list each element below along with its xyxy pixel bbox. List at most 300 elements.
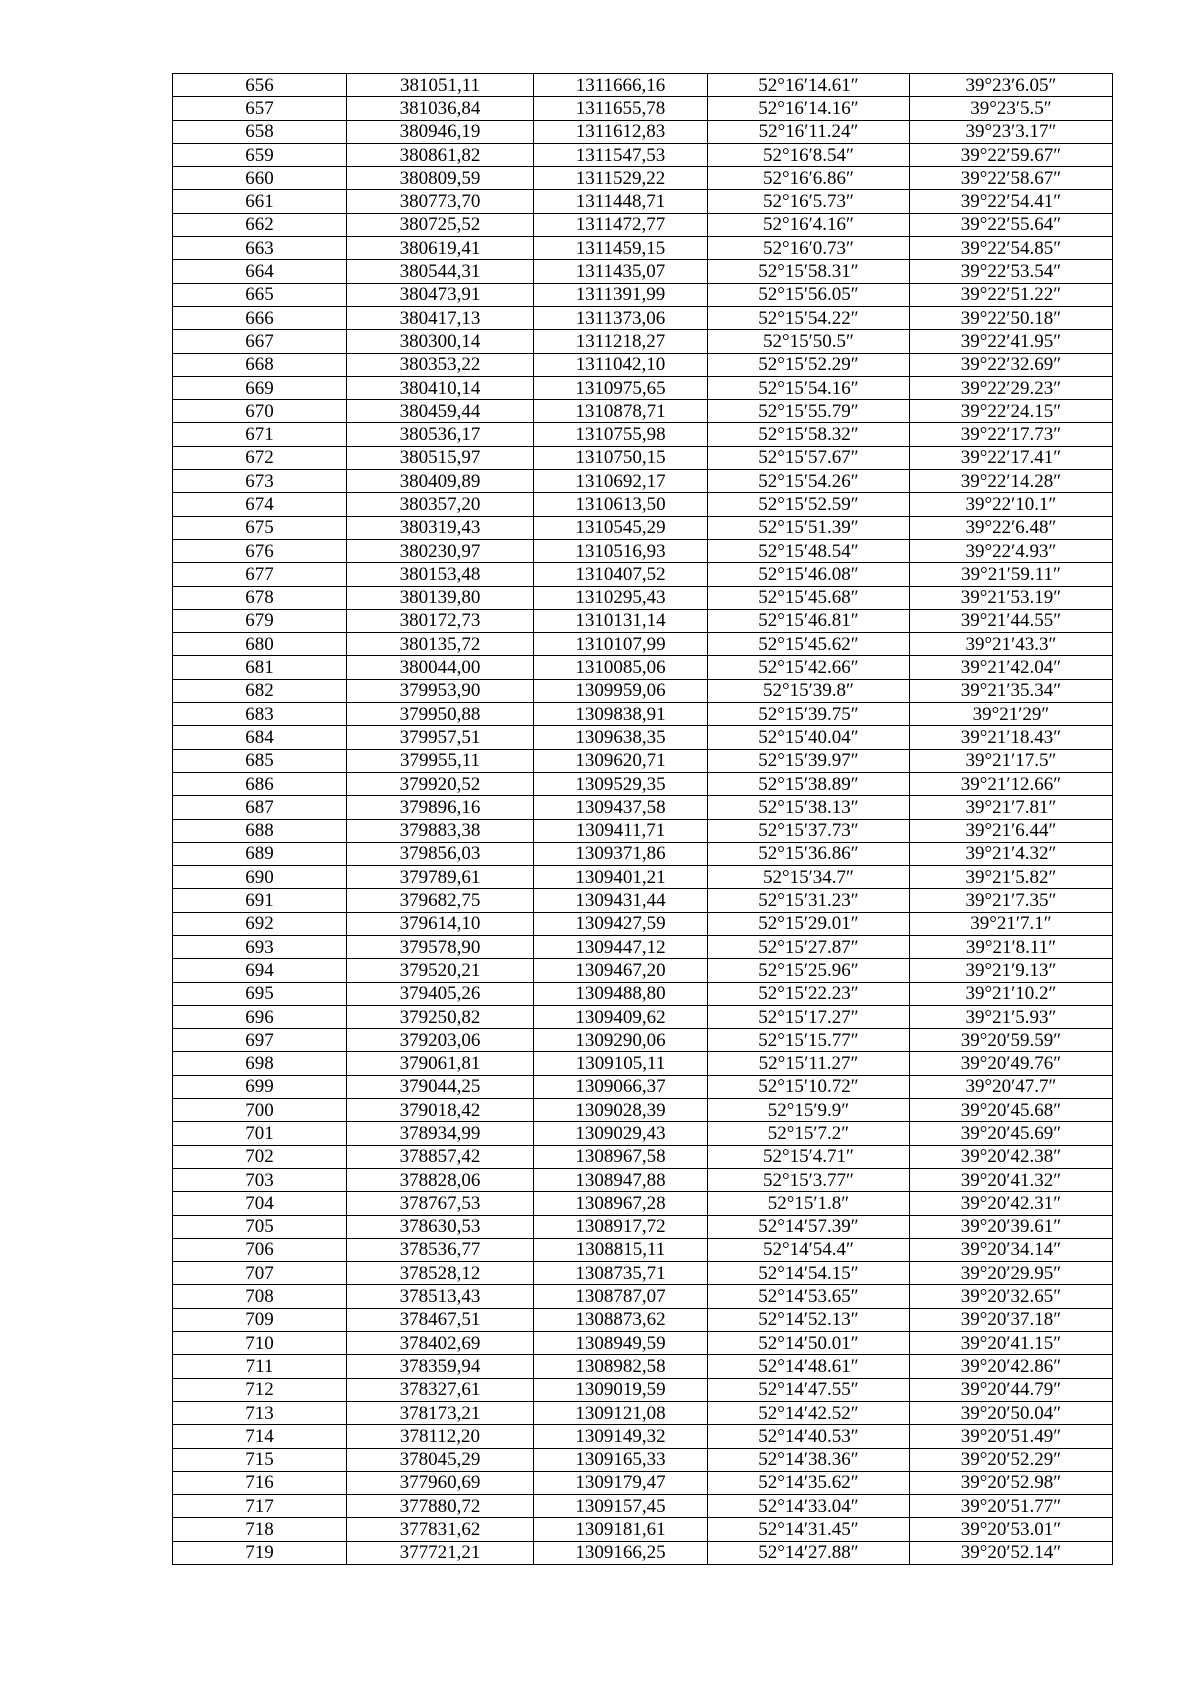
y-coordinate-cell: 1310295,43	[534, 586, 708, 609]
longitude-cell: 39°22′53.54″	[910, 260, 1113, 283]
x-coordinate-cell: 379250,82	[347, 1005, 534, 1028]
longitude-cell: 39°22′50.18″	[910, 306, 1113, 329]
point-number-cell: 671	[173, 423, 347, 446]
longitude-cell: 39°20′50.04″	[910, 1401, 1113, 1424]
point-number-cell: 672	[173, 446, 347, 469]
latitude-cell: 52°16′0.73″	[708, 237, 910, 260]
point-number-cell: 692	[173, 912, 347, 935]
x-coordinate-cell: 377880,72	[347, 1495, 534, 1518]
x-coordinate-cell: 378536,77	[347, 1238, 534, 1261]
latitude-cell: 52°15′54.22″	[708, 306, 910, 329]
longitude-cell: 39°21′12.66″	[910, 772, 1113, 795]
table-row	[173, 306, 1113, 329]
point-number-cell: 676	[173, 539, 347, 562]
y-coordinate-cell: 1310516,93	[534, 539, 708, 562]
table-row	[173, 1145, 1113, 1168]
latitude-cell: 52°16′5.73″	[708, 190, 910, 213]
longitude-cell: 39°22′54.85″	[910, 237, 1113, 260]
latitude-cell: 52°15′4.71″	[708, 1145, 910, 1168]
point-number-cell: 705	[173, 1215, 347, 1238]
x-coordinate-cell: 380044,00	[347, 656, 534, 679]
x-coordinate-cell: 378402,69	[347, 1332, 534, 1355]
x-coordinate-cell: 379614,10	[347, 912, 534, 935]
x-coordinate-cell: 379520,21	[347, 959, 534, 982]
y-coordinate-cell: 1308967,28	[534, 1192, 708, 1215]
latitude-cell: 52°15′29.01″	[708, 912, 910, 935]
table-row	[173, 190, 1113, 213]
table-row	[173, 120, 1113, 143]
longitude-cell: 39°20′42.86″	[910, 1355, 1113, 1378]
table-row	[173, 237, 1113, 260]
y-coordinate-cell: 1310085,06	[534, 656, 708, 679]
point-number-cell: 685	[173, 749, 347, 772]
y-coordinate-cell: 1310975,65	[534, 376, 708, 399]
point-number-cell: 667	[173, 330, 347, 353]
y-coordinate-cell: 1309427,59	[534, 912, 708, 935]
latitude-cell: 52°14′38.36″	[708, 1448, 910, 1471]
y-coordinate-cell: 1308949,59	[534, 1332, 708, 1355]
y-coordinate-cell: 1309157,45	[534, 1495, 708, 1518]
x-coordinate-cell: 380544,31	[347, 260, 534, 283]
table-row	[173, 1518, 1113, 1541]
latitude-cell: 52°16′14.61″	[708, 74, 910, 97]
longitude-cell: 39°20′41.32″	[910, 1168, 1113, 1191]
latitude-cell: 52°16′4.16″	[708, 213, 910, 236]
y-coordinate-cell: 1309838,91	[534, 703, 708, 726]
latitude-cell: 52°15′15.77″	[708, 1029, 910, 1052]
x-coordinate-cell: 381036,84	[347, 97, 534, 120]
y-coordinate-cell: 1309181,61	[534, 1518, 708, 1541]
point-number-cell: 712	[173, 1378, 347, 1401]
point-number-cell: 679	[173, 609, 347, 632]
latitude-cell: 52°14′52.13″	[708, 1308, 910, 1331]
y-coordinate-cell: 1311373,06	[534, 306, 708, 329]
x-coordinate-cell: 379920,52	[347, 772, 534, 795]
table-row	[173, 1471, 1113, 1494]
latitude-cell: 52°14′40.53″	[708, 1425, 910, 1448]
coordinates-table	[172, 73, 1113, 1565]
x-coordinate-cell: 378528,12	[347, 1262, 534, 1285]
latitude-cell: 52°15′37.73″	[708, 819, 910, 842]
x-coordinate-cell: 379018,42	[347, 1099, 534, 1122]
point-number-cell: 687	[173, 796, 347, 819]
latitude-cell: 52°15′57.67″	[708, 446, 910, 469]
x-coordinate-cell: 379044,25	[347, 1075, 534, 1098]
y-coordinate-cell: 1311218,27	[534, 330, 708, 353]
latitude-cell: 52°15′52.29″	[708, 353, 910, 376]
longitude-cell: 39°20′52.14″	[910, 1541, 1113, 1564]
table-row	[173, 516, 1113, 539]
longitude-cell: 39°20′51.77″	[910, 1495, 1113, 1518]
latitude-cell: 52°14′54.15″	[708, 1262, 910, 1285]
y-coordinate-cell: 1309437,58	[534, 796, 708, 819]
x-coordinate-cell: 380619,41	[347, 237, 534, 260]
point-number-cell: 684	[173, 726, 347, 749]
table-row	[173, 493, 1113, 516]
point-number-cell: 715	[173, 1448, 347, 1471]
x-coordinate-cell: 378513,43	[347, 1285, 534, 1308]
y-coordinate-cell: 1309105,11	[534, 1052, 708, 1075]
table-row	[173, 353, 1113, 376]
latitude-cell: 52°15′39.75″	[708, 703, 910, 726]
table-row	[173, 959, 1113, 982]
y-coordinate-cell: 1308967,58	[534, 1145, 708, 1168]
point-number-cell: 706	[173, 1238, 347, 1261]
point-number-cell: 674	[173, 493, 347, 516]
longitude-cell: 39°22′17.41″	[910, 446, 1113, 469]
latitude-cell: 52°16′6.86″	[708, 167, 910, 190]
point-number-cell: 657	[173, 97, 347, 120]
longitude-cell: 39°22′41.95″	[910, 330, 1113, 353]
longitude-cell: 39°23′6.05″	[910, 74, 1113, 97]
y-coordinate-cell: 1311547,53	[534, 143, 708, 166]
table-row	[173, 866, 1113, 889]
table-row	[173, 749, 1113, 772]
x-coordinate-cell: 379883,38	[347, 819, 534, 842]
y-coordinate-cell: 1311448,71	[534, 190, 708, 213]
latitude-cell: 52°15′17.27″	[708, 1005, 910, 1028]
point-number-cell: 663	[173, 237, 347, 260]
point-number-cell: 668	[173, 353, 347, 376]
table-row	[173, 1425, 1113, 1448]
point-number-cell: 673	[173, 470, 347, 493]
latitude-cell: 52°14′54.4″	[708, 1238, 910, 1261]
latitude-cell: 52°15′46.08″	[708, 563, 910, 586]
latitude-cell: 52°14′57.39″	[708, 1215, 910, 1238]
x-coordinate-cell: 378467,51	[347, 1308, 534, 1331]
table-row	[173, 1099, 1113, 1122]
point-number-cell: 659	[173, 143, 347, 166]
table-row	[173, 679, 1113, 702]
latitude-cell: 52°15′55.79″	[708, 400, 910, 423]
point-number-cell: 698	[173, 1052, 347, 1075]
table-row	[173, 470, 1113, 493]
latitude-cell: 52°16′8.54″	[708, 143, 910, 166]
latitude-cell: 52°15′31.23″	[708, 889, 910, 912]
longitude-cell: 39°22′55.64″	[910, 213, 1113, 236]
longitude-cell: 39°21′4.32″	[910, 842, 1113, 865]
point-number-cell: 699	[173, 1075, 347, 1098]
latitude-cell: 52°15′11.27″	[708, 1052, 910, 1075]
point-number-cell: 682	[173, 679, 347, 702]
longitude-cell: 39°21′17.5″	[910, 749, 1113, 772]
table-row	[173, 1401, 1113, 1424]
x-coordinate-cell: 380473,91	[347, 283, 534, 306]
latitude-cell: 52°15′27.87″	[708, 935, 910, 958]
latitude-cell: 52°15′40.04″	[708, 726, 910, 749]
y-coordinate-cell: 1309066,37	[534, 1075, 708, 1098]
x-coordinate-cell: 380773,70	[347, 190, 534, 213]
point-number-cell: 696	[173, 1005, 347, 1028]
table-row	[173, 400, 1113, 423]
latitude-cell: 52°14′47.55″	[708, 1378, 910, 1401]
latitude-cell: 52°14′33.04″	[708, 1495, 910, 1518]
y-coordinate-cell: 1309431,44	[534, 889, 708, 912]
x-coordinate-cell: 379405,26	[347, 982, 534, 1005]
y-coordinate-cell: 1309638,35	[534, 726, 708, 749]
point-number-cell: 686	[173, 772, 347, 795]
y-coordinate-cell: 1309121,08	[534, 1401, 708, 1424]
x-coordinate-cell: 380861,82	[347, 143, 534, 166]
longitude-cell: 39°22′29.23″	[910, 376, 1113, 399]
point-number-cell: 658	[173, 120, 347, 143]
longitude-cell: 39°20′39.61″	[910, 1215, 1113, 1238]
y-coordinate-cell: 1308787,07	[534, 1285, 708, 1308]
point-number-cell: 656	[173, 74, 347, 97]
point-number-cell: 680	[173, 633, 347, 656]
point-number-cell: 719	[173, 1541, 347, 1564]
x-coordinate-cell: 379578,90	[347, 935, 534, 958]
y-coordinate-cell: 1311612,83	[534, 120, 708, 143]
latitude-cell: 52°15′58.32″	[708, 423, 910, 446]
table-row	[173, 819, 1113, 842]
y-coordinate-cell: 1309290,06	[534, 1029, 708, 1052]
point-number-cell: 695	[173, 982, 347, 1005]
point-number-cell: 683	[173, 703, 347, 726]
longitude-cell: 39°22′10.1″	[910, 493, 1113, 516]
point-number-cell: 666	[173, 306, 347, 329]
table-row	[173, 1355, 1113, 1378]
longitude-cell: 39°21′10.2″	[910, 982, 1113, 1005]
y-coordinate-cell: 1308735,71	[534, 1262, 708, 1285]
longitude-cell: 39°22′4.93″	[910, 539, 1113, 562]
latitude-cell: 52°15′39.97″	[708, 749, 910, 772]
longitude-cell: 39°21′9.13″	[910, 959, 1113, 982]
y-coordinate-cell: 1309447,12	[534, 935, 708, 958]
point-number-cell: 709	[173, 1308, 347, 1331]
latitude-cell: 52°15′58.31″	[708, 260, 910, 283]
y-coordinate-cell: 1309166,25	[534, 1541, 708, 1564]
latitude-cell: 52°14′50.01″	[708, 1332, 910, 1355]
x-coordinate-cell: 379953,90	[347, 679, 534, 702]
x-coordinate-cell: 380300,14	[347, 330, 534, 353]
x-coordinate-cell: 380230,97	[347, 539, 534, 562]
y-coordinate-cell: 1309149,32	[534, 1425, 708, 1448]
y-coordinate-cell: 1309019,59	[534, 1378, 708, 1401]
point-number-cell: 717	[173, 1495, 347, 1518]
y-coordinate-cell: 1309401,21	[534, 866, 708, 889]
longitude-cell: 39°20′42.38″	[910, 1145, 1113, 1168]
latitude-cell: 52°15′48.54″	[708, 539, 910, 562]
longitude-cell: 39°20′51.49″	[910, 1425, 1113, 1448]
table-row	[173, 446, 1113, 469]
table-row	[173, 703, 1113, 726]
x-coordinate-cell: 380417,13	[347, 306, 534, 329]
table-row	[173, 423, 1113, 446]
y-coordinate-cell: 1309411,71	[534, 819, 708, 842]
table-row	[173, 260, 1113, 283]
x-coordinate-cell: 380809,59	[347, 167, 534, 190]
table-row	[173, 1541, 1113, 1564]
latitude-cell: 52°15′22.23″	[708, 982, 910, 1005]
latitude-cell: 52°15′42.66″	[708, 656, 910, 679]
table-row	[173, 1285, 1113, 1308]
x-coordinate-cell: 378173,21	[347, 1401, 534, 1424]
x-coordinate-cell: 379789,61	[347, 866, 534, 889]
table-row	[173, 330, 1113, 353]
latitude-cell: 52°15′54.16″	[708, 376, 910, 399]
table-row	[173, 1448, 1113, 1471]
latitude-cell: 52°15′9.9″	[708, 1099, 910, 1122]
longitude-cell: 39°20′52.98″	[910, 1471, 1113, 1494]
x-coordinate-cell: 381051,11	[347, 74, 534, 97]
coordinates-table-body	[173, 74, 1113, 1565]
point-number-cell: 702	[173, 1145, 347, 1168]
latitude-cell: 52°15′36.86″	[708, 842, 910, 865]
y-coordinate-cell: 1310131,14	[534, 609, 708, 632]
point-number-cell: 697	[173, 1029, 347, 1052]
x-coordinate-cell: 380319,43	[347, 516, 534, 539]
latitude-cell: 52°15′51.39″	[708, 516, 910, 539]
point-number-cell: 700	[173, 1099, 347, 1122]
longitude-cell: 39°21′5.93″	[910, 1005, 1113, 1028]
latitude-cell: 52°15′54.26″	[708, 470, 910, 493]
longitude-cell: 39°21′8.11″	[910, 935, 1113, 958]
latitude-cell: 52°15′38.13″	[708, 796, 910, 819]
table-row	[173, 935, 1113, 958]
y-coordinate-cell: 1311529,22	[534, 167, 708, 190]
latitude-cell: 52°14′48.61″	[708, 1355, 910, 1378]
longitude-cell: 39°21′43.3″	[910, 633, 1113, 656]
x-coordinate-cell: 377721,21	[347, 1541, 534, 1564]
longitude-cell: 39°22′24.15″	[910, 400, 1113, 423]
longitude-cell: 39°20′32.65″	[910, 1285, 1113, 1308]
y-coordinate-cell: 1310692,17	[534, 470, 708, 493]
point-number-cell: 677	[173, 563, 347, 586]
longitude-cell: 39°20′59.59″	[910, 1029, 1113, 1052]
point-number-cell: 716	[173, 1471, 347, 1494]
longitude-cell: 39°20′53.01″	[910, 1518, 1113, 1541]
x-coordinate-cell: 377831,62	[347, 1518, 534, 1541]
table-row	[173, 539, 1113, 562]
latitude-cell: 52°15′7.2″	[708, 1122, 910, 1145]
latitude-cell: 52°15′45.68″	[708, 586, 910, 609]
point-number-cell: 664	[173, 260, 347, 283]
longitude-cell: 39°22′59.67″	[910, 143, 1113, 166]
y-coordinate-cell: 1311042,10	[534, 353, 708, 376]
point-number-cell: 693	[173, 935, 347, 958]
x-coordinate-cell: 379955,11	[347, 749, 534, 772]
y-coordinate-cell: 1311435,07	[534, 260, 708, 283]
point-number-cell: 703	[173, 1168, 347, 1191]
point-number-cell: 662	[173, 213, 347, 236]
x-coordinate-cell: 379950,88	[347, 703, 534, 726]
latitude-cell: 52°15′39.8″	[708, 679, 910, 702]
x-coordinate-cell: 380135,72	[347, 633, 534, 656]
longitude-cell: 39°21′7.81″	[910, 796, 1113, 819]
table-row	[173, 586, 1113, 609]
table-row	[173, 167, 1113, 190]
table-row	[173, 1168, 1113, 1191]
y-coordinate-cell: 1310755,98	[534, 423, 708, 446]
y-coordinate-cell: 1309029,43	[534, 1122, 708, 1145]
point-number-cell: 688	[173, 819, 347, 842]
point-number-cell: 708	[173, 1285, 347, 1308]
x-coordinate-cell: 378359,94	[347, 1355, 534, 1378]
x-coordinate-cell: 380536,17	[347, 423, 534, 446]
table-row	[173, 283, 1113, 306]
longitude-cell: 39°21′35.34″	[910, 679, 1113, 702]
y-coordinate-cell: 1309467,20	[534, 959, 708, 982]
x-coordinate-cell: 380946,19	[347, 120, 534, 143]
point-number-cell: 704	[173, 1192, 347, 1215]
x-coordinate-cell: 378630,53	[347, 1215, 534, 1238]
y-coordinate-cell: 1310750,15	[534, 446, 708, 469]
x-coordinate-cell: 379896,16	[347, 796, 534, 819]
point-number-cell: 670	[173, 400, 347, 423]
longitude-cell: 39°20′29.95″	[910, 1262, 1113, 1285]
longitude-cell: 39°20′37.18″	[910, 1308, 1113, 1331]
table-row	[173, 74, 1113, 97]
y-coordinate-cell: 1311655,78	[534, 97, 708, 120]
longitude-cell: 39°20′41.15″	[910, 1332, 1113, 1355]
table-row	[173, 912, 1113, 935]
y-coordinate-cell: 1309371,86	[534, 842, 708, 865]
x-coordinate-cell: 378767,53	[347, 1192, 534, 1215]
longitude-cell: 39°21′29″	[910, 703, 1113, 726]
latitude-cell: 52°15′10.72″	[708, 1075, 910, 1098]
longitude-cell: 39°22′54.41″	[910, 190, 1113, 213]
y-coordinate-cell: 1309959,06	[534, 679, 708, 702]
latitude-cell: 52°15′38.89″	[708, 772, 910, 795]
longitude-cell: 39°23′3.17″	[910, 120, 1113, 143]
x-coordinate-cell: 378828,06	[347, 1168, 534, 1191]
table-row	[173, 982, 1113, 1005]
point-number-cell: 694	[173, 959, 347, 982]
longitude-cell: 39°20′52.29″	[910, 1448, 1113, 1471]
table-row	[173, 633, 1113, 656]
x-coordinate-cell: 380725,52	[347, 213, 534, 236]
table-row	[173, 1378, 1113, 1401]
point-number-cell: 675	[173, 516, 347, 539]
table-row	[173, 889, 1113, 912]
longitude-cell: 39°21′7.1″	[910, 912, 1113, 935]
longitude-cell: 39°22′58.67″	[910, 167, 1113, 190]
x-coordinate-cell: 378112,20	[347, 1425, 534, 1448]
latitude-cell: 52°14′42.52″	[708, 1401, 910, 1424]
table-row	[173, 842, 1113, 865]
longitude-cell: 39°21′53.19″	[910, 586, 1113, 609]
latitude-cell: 52°15′52.59″	[708, 493, 910, 516]
longitude-cell: 39°22′17.73″	[910, 423, 1113, 446]
latitude-cell: 52°16′11.24″	[708, 120, 910, 143]
latitude-cell: 52°14′27.88″	[708, 1541, 910, 1564]
x-coordinate-cell: 379957,51	[347, 726, 534, 749]
longitude-cell: 39°20′34.14″	[910, 1238, 1113, 1261]
y-coordinate-cell: 1310545,29	[534, 516, 708, 539]
table-row	[173, 1005, 1113, 1028]
point-number-cell: 718	[173, 1518, 347, 1541]
table-row	[173, 376, 1113, 399]
y-coordinate-cell: 1311391,99	[534, 283, 708, 306]
table-row	[173, 796, 1113, 819]
latitude-cell: 52°15′3.77″	[708, 1168, 910, 1191]
x-coordinate-cell: 380459,44	[347, 400, 534, 423]
x-coordinate-cell: 378857,42	[347, 1145, 534, 1168]
longitude-cell: 39°20′47.7″	[910, 1075, 1113, 1098]
x-coordinate-cell: 380139,80	[347, 586, 534, 609]
longitude-cell: 39°20′42.31″	[910, 1192, 1113, 1215]
y-coordinate-cell: 1310107,99	[534, 633, 708, 656]
y-coordinate-cell: 1309179,47	[534, 1471, 708, 1494]
x-coordinate-cell: 377960,69	[347, 1471, 534, 1494]
x-coordinate-cell: 378327,61	[347, 1378, 534, 1401]
longitude-cell: 39°21′7.35″	[910, 889, 1113, 912]
longitude-cell: 39°23′5.5″	[910, 97, 1113, 120]
y-coordinate-cell: 1308917,72	[534, 1215, 708, 1238]
table-row	[173, 563, 1113, 586]
y-coordinate-cell: 1308947,88	[534, 1168, 708, 1191]
